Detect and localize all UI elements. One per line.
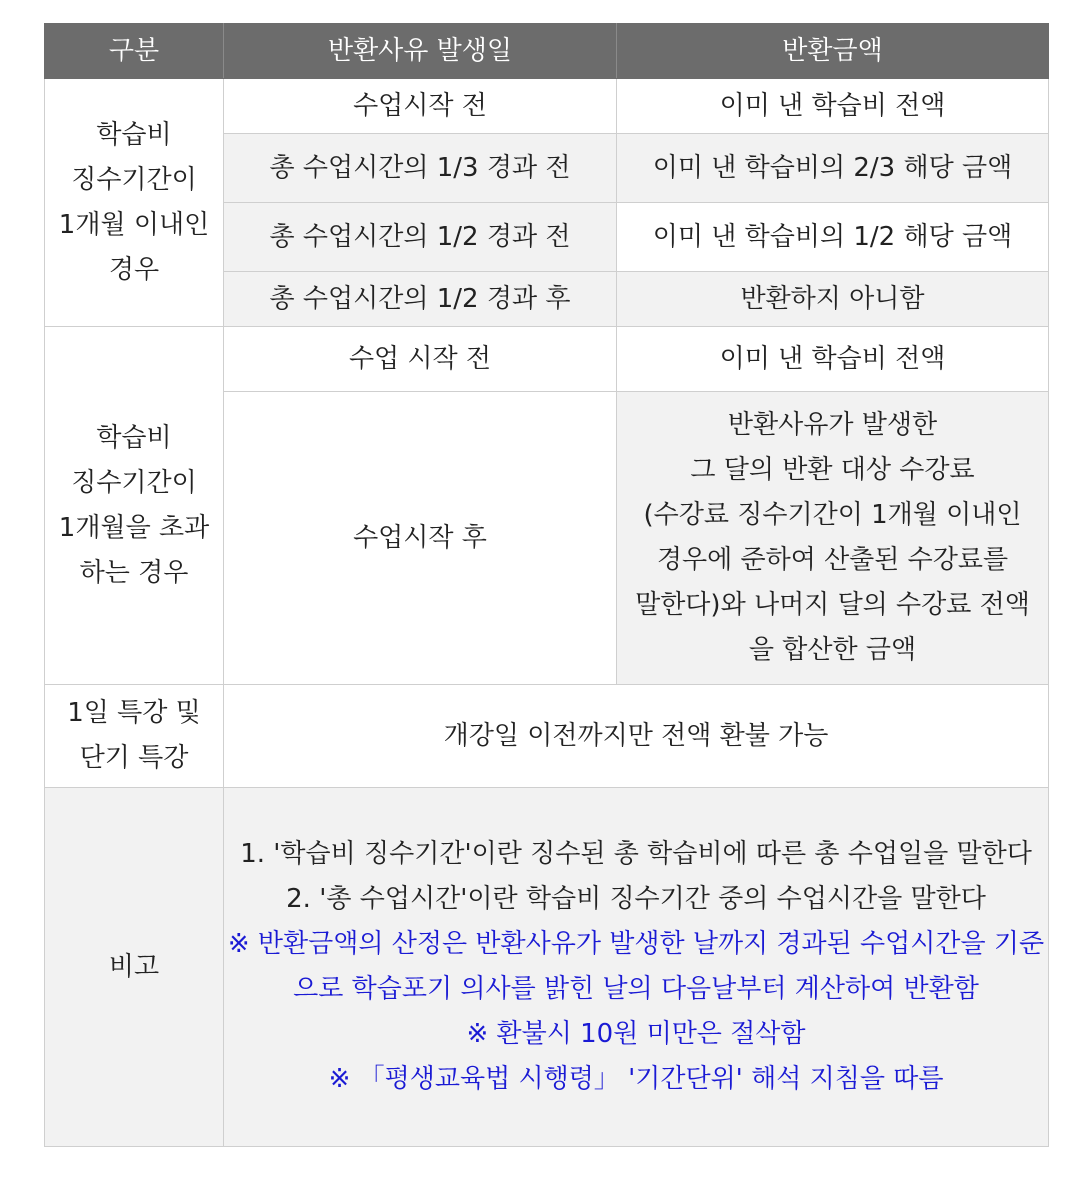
- table-row: [45, 327, 1049, 392]
- reason-date-cell: 수업시작 전: [224, 79, 617, 134]
- category-within-one-month: 학습비 징수기간이 1개월 이내인 경우: [45, 79, 224, 327]
- refund-amount-cell: 이미 낸 학습비의 1/2 해당 금액: [617, 203, 1049, 272]
- remark-definition: 2. '총 수업시간'이란 학습비 징수기간 중의 수업시간을 말한다: [286, 884, 986, 914]
- reason-date-cell: 총 수업시간의 1/2 경과 전: [224, 203, 617, 272]
- reason-date-cell: 수업시작 후: [224, 392, 617, 685]
- refund-policy-table: [44, 23, 1049, 1147]
- table-row: [45, 685, 1049, 788]
- remark-note: ※ 환불시 10원 미만은 절삭함: [466, 1019, 806, 1049]
- refund-amount-cell: 이미 낸 학습비 전액: [617, 327, 1049, 392]
- remark-definition: 1. '학습비 징수기간'이란 징수된 총 학습비에 따른 총 수업일을 말한다: [240, 839, 1032, 869]
- remarks-content: [224, 788, 1049, 1147]
- refund-amount-cell: 반환하지 아니함: [617, 272, 1049, 327]
- special-lecture-policy: 개강일 이전까지만 전액 환불 가능: [224, 685, 1049, 788]
- refund-amount-cell: 반환사유가 발생한 그 달의 반환 대상 수강료 (수강료 징수기간이 1개월 이내인 경우에 준하여 산출된 수강료를 말한다)와 나머지 달의 수강료 전액 을 합산한 금액: [617, 392, 1049, 685]
- reason-date-cell: 총 수업시간의 1/2 경과 후: [224, 272, 617, 327]
- category-special-lecture: 1일 특강 및 단기 특강: [45, 685, 224, 788]
- header-category: 구분: [45, 24, 224, 79]
- reason-date-cell: 수업 시작 전: [224, 327, 617, 392]
- remarks-label: 비고: [45, 788, 224, 1147]
- remark-note: ※ 「평생교육법 시행령」 '기간단위' 해석 지침을 따름: [328, 1064, 944, 1094]
- header-refund-amount: 반환금액: [617, 24, 1049, 79]
- header-reason-date: 반환사유 발생일: [224, 24, 617, 79]
- remark-note: ※ 반환금액의 산정은 반환사유가 발생한 날까지 경과된 수업시간을 기준으로 학습포기 의사를 밝힌 날의 다음날부터 계산하여 반환함: [227, 929, 1045, 1004]
- table-header-row: [45, 24, 1049, 79]
- reason-date-cell: 총 수업시간의 1/3 경과 전: [224, 134, 617, 203]
- refund-amount-cell: 이미 낸 학습비 전액: [617, 79, 1049, 134]
- refund-amount-cell: 이미 낸 학습비의 2/3 해당 금액: [617, 134, 1049, 203]
- category-over-one-month: 학습비 징수기간이 1개월을 초과 하는 경우: [45, 327, 224, 685]
- table-row: [45, 788, 1049, 1147]
- table-row: [45, 79, 1049, 134]
